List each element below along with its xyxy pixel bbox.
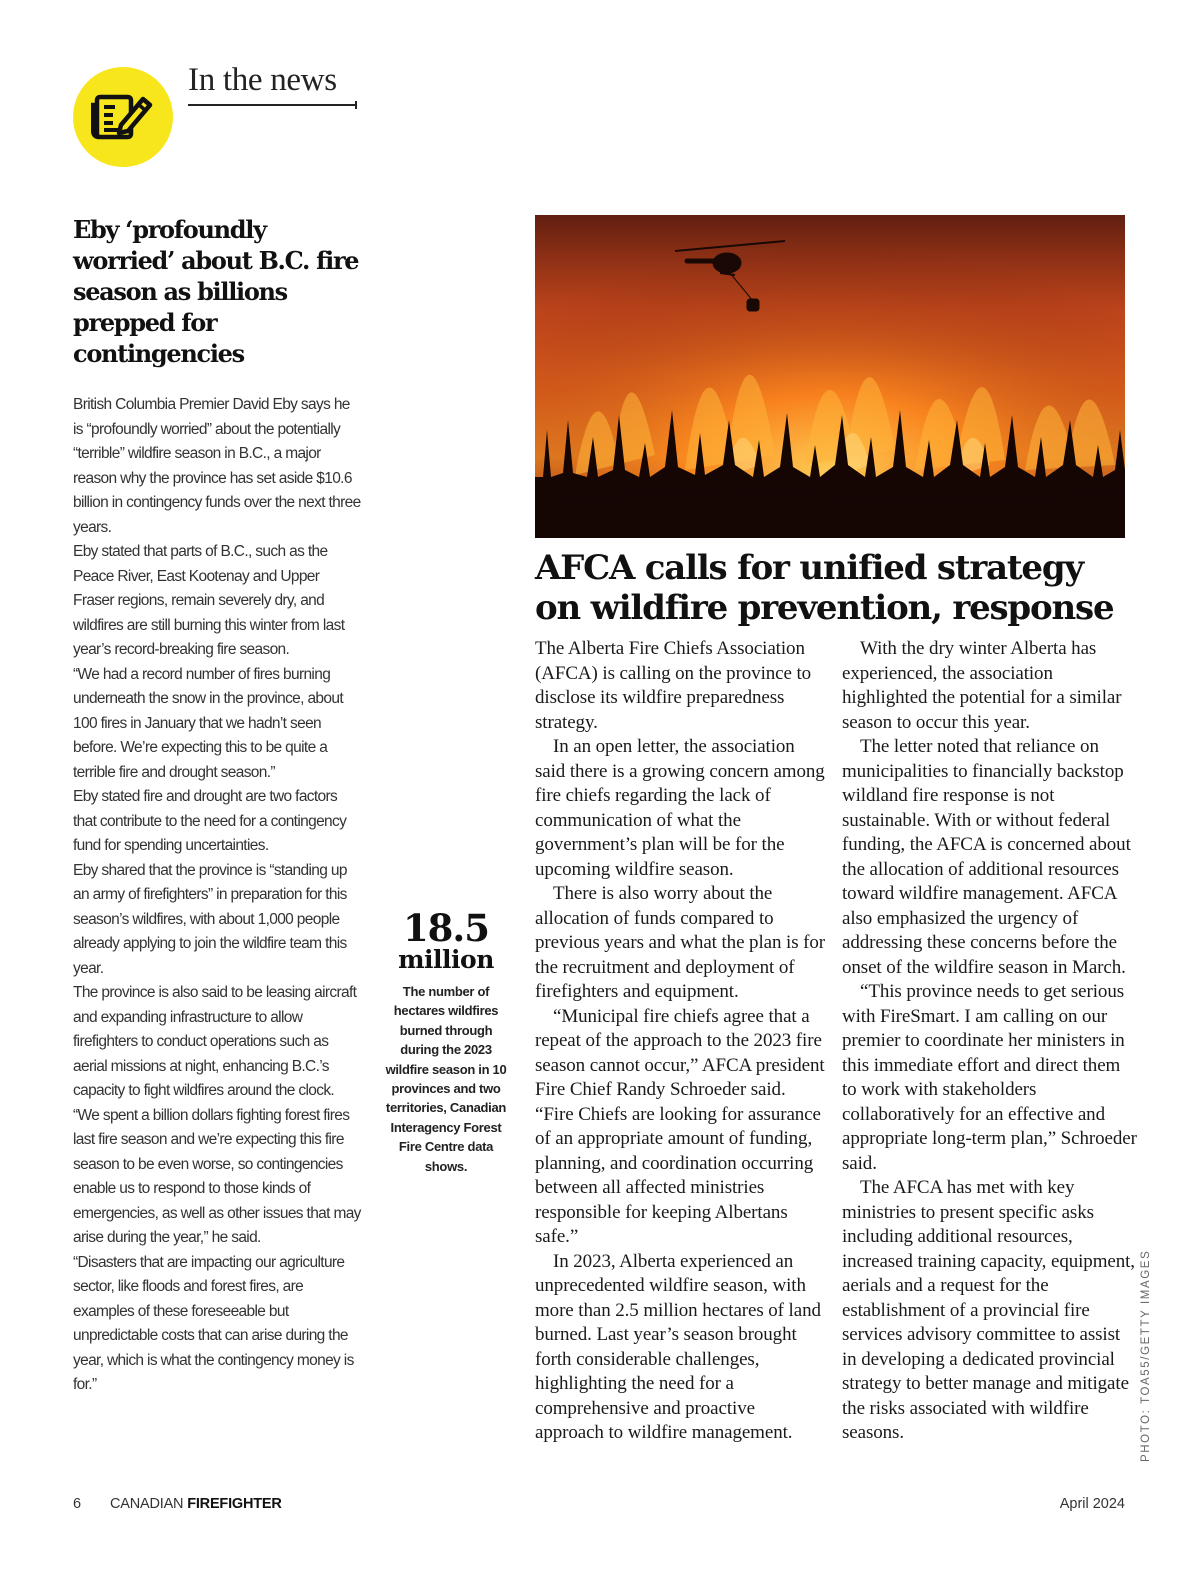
left-article-paragraph: “We spent a billion dollars fighting forest fires last fire season and we’re expecting this fire season to be even worse, so contingencies enable us to respond to those kinds of emergencies, as well as other issues that may arise during the year,” he said. — [73, 1106, 361, 1246]
publication-name — [110, 1496, 282, 1512]
section-title: In the news — [188, 62, 337, 98]
publication-prefix: CANADIAN — [110, 1496, 184, 1512]
right-article-column-2 — [842, 637, 1137, 1446]
right-article-paragraph: “This province needs to get serious with FireSmart. I am calling on our premier to coordinate her ministers in this immediate effort and direct them to work with stakeholders collaboratively for an effective and appropriate long-term plan,” Schroeder said. — [842, 981, 1137, 1174]
section-title-rule — [188, 104, 356, 106]
section-badge — [73, 67, 173, 167]
wildfire-helicopter-photo — [535, 215, 1125, 538]
left-article-paragraph: Eby shared that the province is “standing up an army of firefighters” in preparation for this season’s wildfires, with about 1,000 people already applying to join the wildfire team this year. — [73, 861, 347, 977]
right-article-column-1 — [535, 637, 825, 1446]
right-article-paragraph: The Alberta Fire Chiefs Association (AFCA) is calling on the province to disclose its wildfire preparedness strategy. — [535, 638, 812, 733]
right-article-paragraph: The AFCA has met with key ministries to present specific asks including additional resources, increased training capacity, equipment, aerials and a request for the establishment of a provincial fire services advisory committee to assist in developing a dedicated provincial strategy to better manage and mitigate the risks associated with wildfire seasons. — [842, 1177, 1135, 1443]
left-article-paragraph: Eby stated fire and drought are two factors that contribute to the need for a contingency fund for spending uncertainties. — [73, 788, 347, 854]
right-article-paragraph: With the dry winter Alberta has experienced, the association highlighted the potential for a similar season to occur this year. — [842, 638, 1122, 733]
left-article-paragraph: The province is also said to be leasing aircraft and expanding infrastructure to allow firefighters to conduct operations such as aerial missions at night, enhancing B.C.’s capacity to fight wildfires around the clock. — [73, 984, 357, 1099]
issue-date: April 2024 — [1059, 1496, 1125, 1512]
right-article-paragraph: In an open letter, the association said there is a growing concern among fire chiefs regarding the lack of communication of what the government’s plan will be for the upcoming wildfire season. — [535, 736, 825, 880]
photo-credit: PHOTO: TOA55/GETTY IMAGES — [1140, 1249, 1152, 1462]
right-article-paragraph: “Municipal fire chiefs agree that a repeat of the approach to the 2023 fire season cannot occur,” AFCA president Fire Chief Randy Schroeder said. “Fire Chiefs are looking for assurance of an appropriate amount of funding, planning, and coordination occurring between all affected ministries responsible for keeping Albertans safe.” — [535, 1005, 825, 1247]
left-article-paragraph: Eby stated that parts of B.C., such as the Peace River, East Kootenay and Upper Fraser regions, remain severely dry, and wildfires are still burning this winter from last year’s record-breaking fire season. — [73, 543, 345, 658]
stat-unit: million — [398, 945, 494, 974]
publication-title: FIREFIGHTER — [187, 1496, 282, 1512]
stat-callout — [380, 907, 512, 1176]
page-number: 6 — [73, 1496, 82, 1512]
left-article-body — [73, 393, 363, 1398]
left-article-paragraph: “Disasters that are impacting our agriculture sector, like floods and forest fires, are examples of these foreseeable but unpredictable costs that can arise during the year, which is what the contingency money is for.” — [73, 1253, 354, 1393]
stat-number: 18.5 — [402, 906, 490, 950]
left-article-paragraph: “We had a record number of fires burning underneath the snow in the province, about 100 fires in January that we hadn’t seen before. We’re expecting this to be quite a terrible fire and drought season.” — [73, 665, 343, 781]
stat-caption: The number of hectares wildfires burned through during the 2023 wildfire season in 10 provinces and two territories, Canadian Interagency Forest Fire Centre data shows. — [385, 984, 507, 1174]
left-article-paragraph: British Columbia Premier David Eby says he is “profoundly worried” about the potentially “terrible” wildfire season in B.C., a major reason why the province has set aside $10.6 billion in contingency funds over the next three years. — [73, 396, 361, 536]
left-article-headline: Eby ‘profoundly worried’ about B.C. fire season as billions prepped for contingencies — [73, 215, 359, 368]
right-article-paragraph: In 2023, Alberta experienced an unprecedented wildfire season, with more than 2.5 million hectares of land burned. Last year’s season brought forth considerable challenges, highlighting the need for a comprehensive and proactive approach to wildfire management. — [535, 1250, 821, 1443]
right-article-paragraph: The letter noted that reliance on municipalities to financially backstop wildland fire response is not sustainable. With or without federal funding, the AFCA is concerned about the allocation of additional resources toward wildfire management. AFCA also emphasized the urgency of addressing these concerns before the onset of the wildfire season in March. — [842, 736, 1131, 978]
right-article-paragraph: There is also worry about the allocation of funds compared to previous years and what the plan is for the recruitment and deployment of firefighters and equipment. — [535, 883, 825, 1002]
right-article-headline: AFCA calls for unified strategy on wildfire prevention, response — [535, 548, 1114, 628]
newspaper-pencil-icon — [91, 85, 155, 149]
